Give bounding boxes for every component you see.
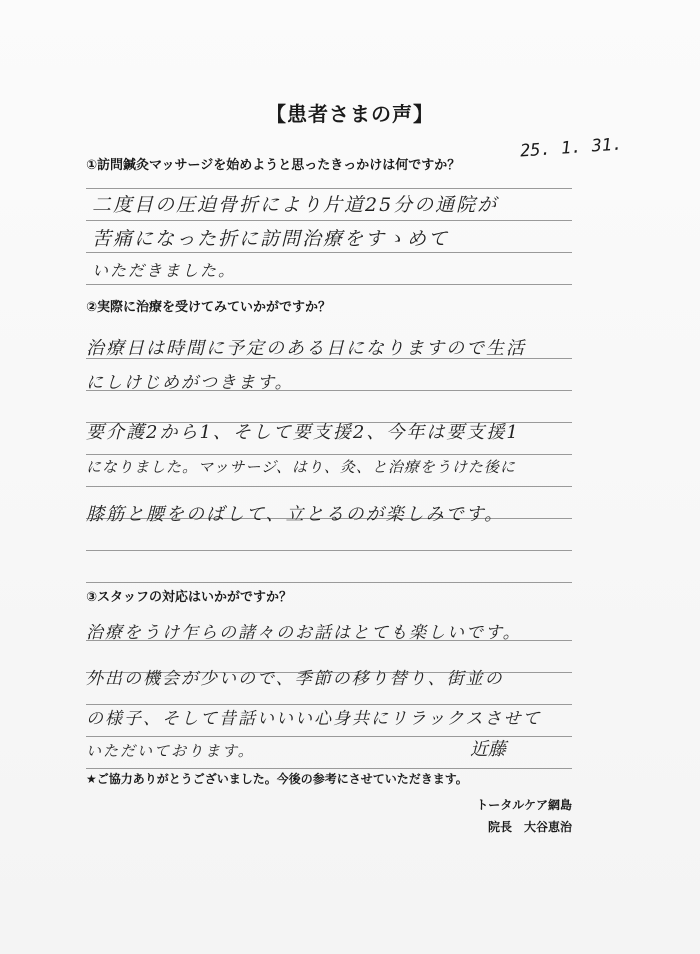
answer-2-line-1: 治療日は時間に予定のある日になりますので生活: [86, 338, 526, 359]
answer-line: [86, 550, 572, 551]
closing-message: ★ご協力ありがとうございました。今後の参考にさせていただきます。: [86, 772, 468, 786]
answer-3-line-3: の様子、そして昔話いいい心身共にリラックスさせて: [86, 709, 542, 729]
answer-line: [86, 188, 572, 189]
page-title: 【患者さまの声】: [266, 102, 434, 126]
answer-3-line-2: 外出の機会が少いので、季節の移り替り、街並の: [86, 669, 504, 689]
organization-name: トータルケア網島: [476, 798, 572, 812]
answer-line: [86, 284, 572, 285]
answer-1-line-2: 苦痛になった折に訪問治療をすゝめて: [92, 228, 450, 250]
answer-line: [86, 252, 572, 253]
answer-3-line-4: いただいております。: [86, 742, 255, 760]
question-2: ②実際に治療を受けてみていかがですか？: [86, 300, 332, 315]
answer-3-line-1: 治療をうけ乍らの諸々のお話はとても楽しいです。: [86, 623, 522, 643]
answer-line: [86, 768, 572, 769]
answer-line: [86, 454, 572, 455]
answer-2-line-4: になりました。マッサージ、はり、灸、と治療をうけた後に: [86, 458, 516, 476]
answer-1-line-3: いただきました。: [92, 261, 237, 280]
answer-2-line-3: 要介護2から1、そして要支援2、今年は要支援1: [86, 422, 520, 443]
question-1: ①訪問鍼灸マッサージを始めようと思ったきっかけは何ですか？: [86, 158, 461, 173]
answer-2-line-2: にしけじめがつきます。: [86, 373, 294, 393]
answer-2-line-5: 膝筋と腰をのばして、立とるのが楽しみです。: [86, 504, 505, 525]
director-name: 院長 大谷恵治: [487, 820, 572, 834]
handwritten-date: 25. 1. 31.: [519, 134, 623, 162]
answer-line: [86, 582, 572, 583]
answer-line: [86, 486, 572, 487]
handwritten-signature: 近藤: [470, 739, 506, 760]
answer-1-line-1: 二度目の圧迫骨折により片道25分の通院が: [92, 194, 499, 216]
answer-line: [86, 220, 572, 221]
question-3: ③スタッフの対応はいかがですか？: [86, 590, 293, 605]
